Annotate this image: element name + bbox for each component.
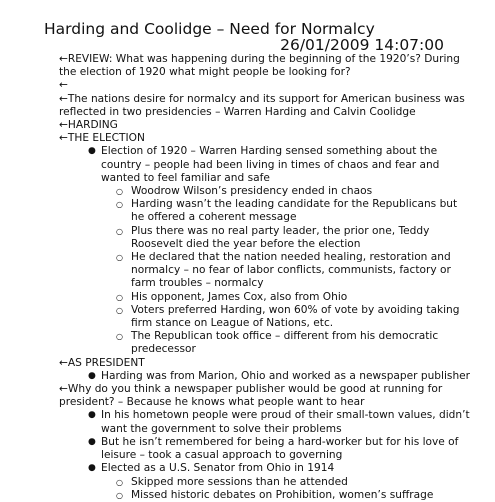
note-text: Election of 1920 – Warren Harding sensed something about the — [101, 145, 438, 158]
note-text: He declared that the nation needed healing, restoration and — [131, 251, 451, 264]
note-text: Harding was from Marion, Ohio and worked as a newspaper publisher — [101, 369, 471, 382]
note-text: he offered a coherent message — [131, 211, 297, 224]
document-title: Harding and Coolidge – Need for Normalcy — [44, 20, 375, 38]
note-text: Roosevelt died the year before the election — [131, 237, 361, 250]
note-text: Skipped more sessions than he attended — [131, 475, 348, 488]
note-text: president? – Because he knows what people want to hear — [59, 396, 365, 409]
hollow-bullet-icon: ○ — [116, 305, 123, 315]
note-line — [0, 106, 495, 119]
note-text: ←HARDING — [59, 119, 118, 132]
note-text: But he isn’t remembered for being a hard-worker but for his love of — [101, 435, 459, 448]
note-text: reflected in two presidencies – Warren Harding and Calvin Coolidge — [59, 105, 416, 118]
note-line — [0, 317, 495, 330]
note-text: Elected as a U.S. Senator from Ohio in 1914 — [101, 462, 335, 475]
hollow-bullet-icon: ○ — [116, 253, 123, 263]
note-text: ← — [59, 79, 68, 92]
note-text: ←REVIEW: What was happening during the beginning of the 1920’s? During — [59, 53, 460, 65]
note-text: Voters preferred Harding, won 60% of vote by avoiding taking — [131, 303, 460, 316]
note-line — [0, 396, 495, 409]
note-text: His opponent, James Cox, also from Ohio — [131, 290, 348, 303]
note-line — [0, 132, 495, 145]
note-line — [0, 185, 495, 198]
note-line — [0, 53, 495, 66]
filled-bullet-icon: ● — [88, 436, 96, 447]
note-text: wanted to feel familiar and safe — [101, 171, 270, 184]
hollow-bullet-icon: ○ — [116, 490, 123, 500]
note-line — [0, 409, 495, 422]
filled-bullet-icon: ● — [88, 410, 96, 421]
note-line — [0, 423, 495, 436]
note-text: The Republican took office – different from his democratic — [131, 330, 439, 343]
note-text: In his hometown people were proud of their small-town values, didn’t — [101, 409, 470, 422]
hollow-bullet-icon: ○ — [116, 292, 123, 302]
note-text: Woodrow Wilson’s presidency ended in chaos — [131, 185, 373, 198]
note-line — [0, 145, 495, 158]
hollow-bullet-icon: ○ — [116, 332, 123, 342]
note-line — [0, 370, 495, 383]
note-line — [0, 251, 495, 264]
note-line — [0, 119, 495, 132]
notes-body — [0, 53, 495, 502]
note-text: ←The nations desire for normalcy and its support for American business was — [59, 92, 465, 105]
note-line — [0, 489, 495, 502]
filled-bullet-icon: ● — [88, 146, 96, 157]
note-text: leisure – took a casual approach to governing — [101, 449, 343, 462]
note-line — [0, 264, 495, 277]
note-line — [0, 66, 495, 79]
note-text: farm troubles – normalcy — [131, 277, 264, 290]
filled-bullet-icon: ● — [88, 463, 96, 474]
note-line — [0, 238, 495, 251]
note-line — [0, 449, 495, 462]
document-datetime: 26/01/2009 14:07:00 — [280, 36, 444, 54]
note-text: ←THE ELECTION — [59, 132, 145, 145]
note-line — [0, 343, 495, 356]
note-line — [0, 211, 495, 224]
note-line — [0, 462, 495, 475]
note-text: country – people had been living in times of chaos and fear and — [101, 158, 440, 171]
note-line — [0, 330, 495, 343]
note-line — [0, 291, 495, 304]
note-text: the election of 1920 what might people be looking for? — [59, 66, 351, 79]
note-line — [0, 93, 495, 106]
note-line — [0, 225, 495, 238]
note-line — [0, 383, 495, 396]
note-text: Plus there was no real party leader, the prior one, Teddy — [131, 224, 430, 237]
note-text: predecessor — [131, 343, 196, 356]
note-line — [0, 277, 495, 290]
filled-bullet-icon: ● — [88, 370, 96, 381]
note-text: normalcy – no fear of labor conflicts, communists, factory or — [131, 264, 451, 277]
note-line — [0, 79, 495, 92]
note-line — [0, 304, 495, 317]
note-line — [0, 476, 495, 489]
note-text: Harding wasn’t the leading candidate for the Republicans but — [131, 198, 458, 211]
note-line — [0, 436, 495, 449]
note-line — [0, 159, 495, 172]
hollow-bullet-icon: ○ — [116, 226, 123, 236]
note-text: firm stance on League of Nations, etc. — [131, 317, 334, 330]
hollow-bullet-icon: ○ — [116, 187, 123, 197]
note-line — [0, 357, 495, 370]
note-text: Missed historic debates on Prohibition, women’s suffrage — [131, 488, 434, 501]
note-line — [0, 172, 495, 185]
note-line — [0, 198, 495, 211]
note-text: want the government to solve their problems — [101, 422, 342, 435]
note-text: ←Why do you think a newspaper publisher would be good at running for — [59, 383, 443, 396]
hollow-bullet-icon: ○ — [116, 477, 123, 487]
hollow-bullet-icon: ○ — [116, 200, 123, 210]
note-text: ←AS PRESIDENT — [59, 356, 145, 369]
